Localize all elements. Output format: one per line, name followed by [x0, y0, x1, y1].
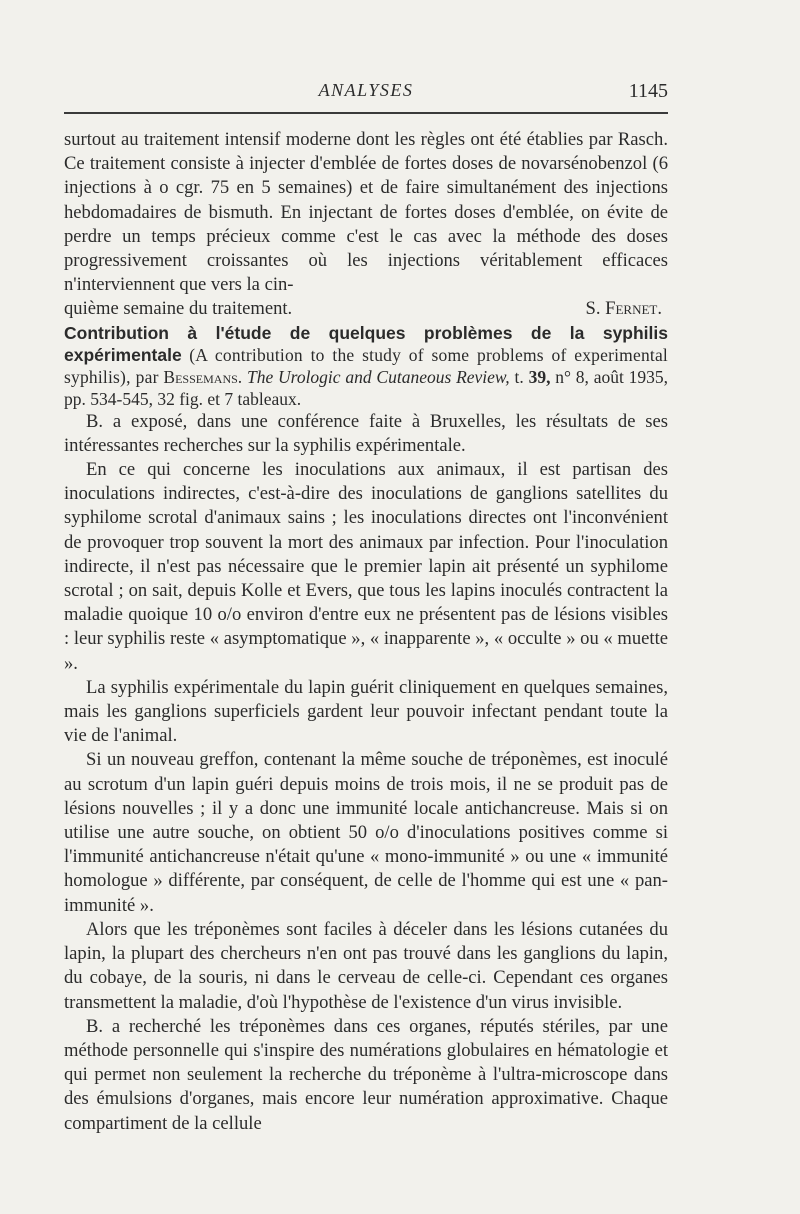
page-number: 1145: [628, 80, 668, 102]
article-volume: 39,: [528, 366, 551, 387]
paragraph: B. a exposé, dans une conférence faite à Bruxelles, les résultats de ses intéressantes recherches sur la syphilis expérimentale.: [64, 410, 668, 456]
reviewer-signature: S. Fernet.: [585, 298, 662, 320]
previous-review-text: surtout au traitement intensif moderne dont les règles ont été établies par Rasch. Ce traitement consiste à injecter d'emblée de fortes doses de novarsénobenzol (6 injections à o cgr. 75 en 5 semaines) et de faire simultanément des injections hebdomadaires de bismuth. En injectant de fortes doses d'emblée, on évite de perdre un temps précieux comme c'est le cas avec la méthode des doses progressivement croissantes où les injections véritablement efficaces n'interviennent que vers la cin-: [64, 129, 669, 296]
paragraph: Si un nouveau greffon, contenant la même souche de tréponèmes, est inoculé au scrotum d'un lapin guéri depuis moins de trois mois, il ne se produit pas de lésions nouvelles ; il y a donc une immunité locale antichancreuse. Mais si on utilise une autre souche, on obtient 50 o/o d'inoculations positives comme si l'immunité antichancreuse n'était qu'une « mono-immunité » ou une « immunité homologue » différente, par conséquent, de celle de l'homme qui est une « pan-immunité ».: [64, 749, 668, 916]
paragraph: Alors que les tréponèmes sont faciles à déceler dans les lésions cutanées du lapin, la plupart des chercheurs n'en ont pas trouvé dans les ganglions du lapin, du cobaye, de la souris, ni dans le cerveau de celle-ci. Cependant ces organes transmettent la maladie, d'où l'hypothèse de l'existence d'un virus invisible.: [64, 918, 668, 1013]
article-subtitle: (A contribution to the study of some problems of experimental syphilis), par: [64, 344, 668, 387]
previous-review-last-line: quième semaine du traitement.: [64, 298, 293, 320]
running-title: ANALYSES: [318, 80, 414, 100]
page-header: [64, 80, 668, 110]
previous-review-end: [64, 297, 668, 321]
article-title: Contribution à l'étude de quelques problèmes de la syphilis expérimentale: [64, 322, 668, 365]
article-journal: The Urologic and Cutaneous Review,: [246, 366, 510, 387]
paragraph: En ce qui concerne les inoculations aux animaux, il est partisan des inoculations indirectes, c'est-à-dire des inoculations de ganglions satellites du syphilome scrotal d'animaux sains ; les inoculations directes ont l'inconvénient de provoquer trop souvent la mort des animaux par infection. Pour l'inoculation indirecte, il n'est pas nécessaire que le premier lapin ait présenté un syphilome scrotal ; on sait, depuis Kolle et Evers, que tous les lapins inoculés contractent la maladie quoique 10 o/o environ d'entre eux ne présentent pas de lésions visibles : leur syphilis reste « asymptomatique », « inapparente », « occulte » ou « muette ».: [64, 459, 668, 674]
paragraph: La syphilis expérimentale du lapin guérit cliniquement en quelques semaines, mais les ganglions superficiels gardent leur pouvoir infectant pendant toute la vie de l'animal.: [64, 676, 668, 747]
paragraph: B. a recherché les tréponèmes dans ces organes, réputés stériles, par une méthode personnelle qui s'inspire des numérations globulaires en hématologie et qui permet non seulement la recherche du tréponème à l'ultra-microscope dans des émulsions d'organes, mais encore leur numération approximative. Chaque compartiment de la cellule: [64, 1015, 668, 1134]
article-heading: Contribution à l'étude de quelques problèmes de la syphilis expérimentale (A contribution to the study of some problems of experimental syphilis), par Bessemans. The Urologic and Cutaneous Review, t. 39, n° 8, août 1935, pp. 534-545, 32 fig. et 7 tableaux.: [64, 322, 669, 409]
page-body: [64, 128, 668, 1136]
header-rule: [64, 112, 668, 114]
article-author: Bessemans.: [163, 366, 243, 387]
